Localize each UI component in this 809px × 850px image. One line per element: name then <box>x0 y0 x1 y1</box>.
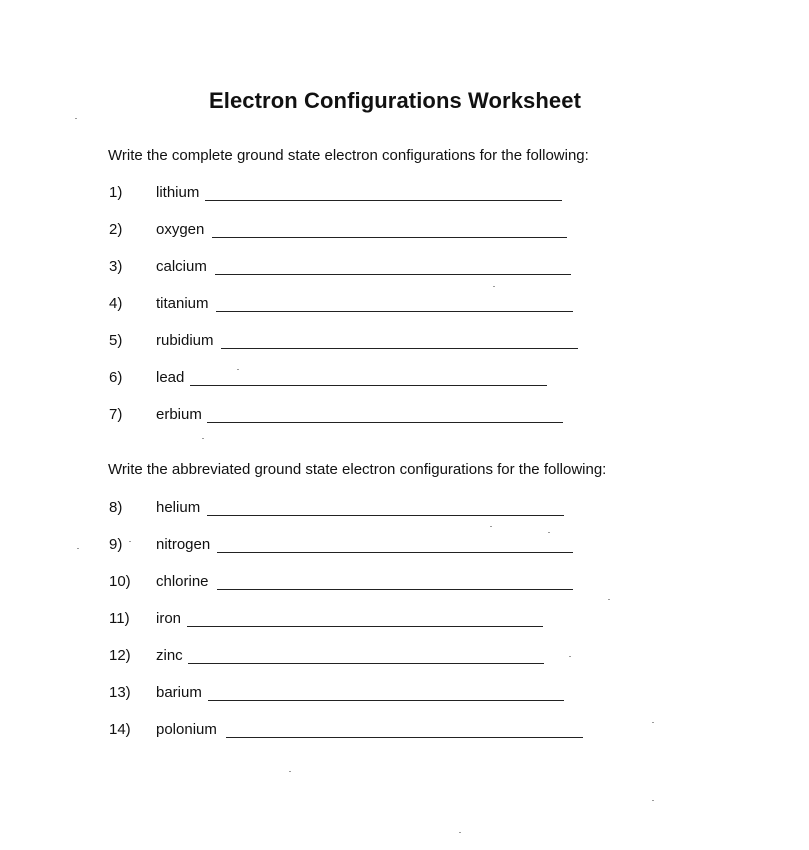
question-9 <box>0 536 809 560</box>
question-number: 11) <box>109 610 130 627</box>
answer-line[interactable] <box>217 589 573 590</box>
question-7 <box>0 406 809 430</box>
question-6 <box>0 369 809 393</box>
answer-line[interactable] <box>215 274 571 275</box>
question-10 <box>0 573 809 597</box>
question-3 <box>0 258 809 282</box>
element-label: erbium <box>156 406 202 423</box>
question-1 <box>0 184 809 208</box>
question-number: 3) <box>109 258 123 275</box>
answer-line[interactable] <box>221 348 578 349</box>
section1-instruction: Write the complete ground state electron configurations for the following: <box>108 147 589 164</box>
question-4 <box>0 295 809 319</box>
scan-speck <box>569 656 571 657</box>
element-label: iron <box>156 610 182 627</box>
question-number: 8) <box>109 499 123 516</box>
element-label: polonium <box>156 721 217 738</box>
question-2 <box>0 221 809 245</box>
question-number: 6) <box>109 369 123 386</box>
answer-line[interactable] <box>212 237 567 238</box>
answer-line[interactable] <box>190 385 547 386</box>
answer-line[interactable] <box>217 552 573 553</box>
scan-speck <box>548 532 550 533</box>
scan-speck <box>77 548 79 549</box>
section2-instruction: Write the abbreviated ground state electron configurations for the following: <box>108 461 607 478</box>
answer-line[interactable] <box>207 515 564 516</box>
question-number: 13) <box>109 684 131 701</box>
element-label: nitrogen <box>156 536 211 553</box>
element-label: lead <box>156 369 185 386</box>
scan-speck <box>75 118 77 119</box>
question-11 <box>0 610 809 634</box>
answer-line[interactable] <box>226 737 583 738</box>
question-8 <box>0 499 809 523</box>
answer-line[interactable] <box>216 311 573 312</box>
element-label: barium <box>156 684 202 701</box>
element-label: oxygen <box>156 221 205 238</box>
answer-line[interactable] <box>188 663 544 664</box>
question-number: 12) <box>109 647 131 664</box>
question-14 <box>0 721 809 745</box>
answer-line[interactable] <box>205 200 562 201</box>
answer-line[interactable] <box>208 700 564 701</box>
question-number: 4) <box>109 295 123 312</box>
element-label: helium <box>156 499 201 516</box>
question-number: 9) <box>109 536 123 553</box>
answer-line[interactable] <box>207 422 563 423</box>
question-number: 10) <box>109 573 131 590</box>
question-12 <box>0 647 809 671</box>
scan-speck <box>237 369 239 370</box>
scan-speck <box>459 832 461 833</box>
question-number: 1) <box>109 184 123 201</box>
question-number: 5) <box>109 332 123 349</box>
scan-speck <box>129 541 131 542</box>
question-13 <box>0 684 809 708</box>
question-number: 7) <box>109 406 123 423</box>
scan-speck <box>652 722 654 723</box>
element-label: zinc <box>156 647 183 664</box>
scan-speck <box>652 800 654 801</box>
page-title: Electron Configurations Worksheet <box>208 88 582 113</box>
element-label: lithium <box>156 184 200 201</box>
question-5 <box>0 332 809 356</box>
scan-speck <box>493 286 495 287</box>
answer-line[interactable] <box>187 626 543 627</box>
scan-speck <box>608 599 610 600</box>
scan-speck <box>289 771 291 772</box>
scan-speck <box>490 526 492 527</box>
question-number: 2) <box>109 221 123 238</box>
element-label: calcium <box>156 258 207 275</box>
question-number: 14) <box>109 721 131 738</box>
element-label: titanium <box>156 295 209 312</box>
scan-speck <box>202 438 204 439</box>
element-label: rubidium <box>156 332 214 349</box>
element-label: chlorine <box>156 573 209 590</box>
